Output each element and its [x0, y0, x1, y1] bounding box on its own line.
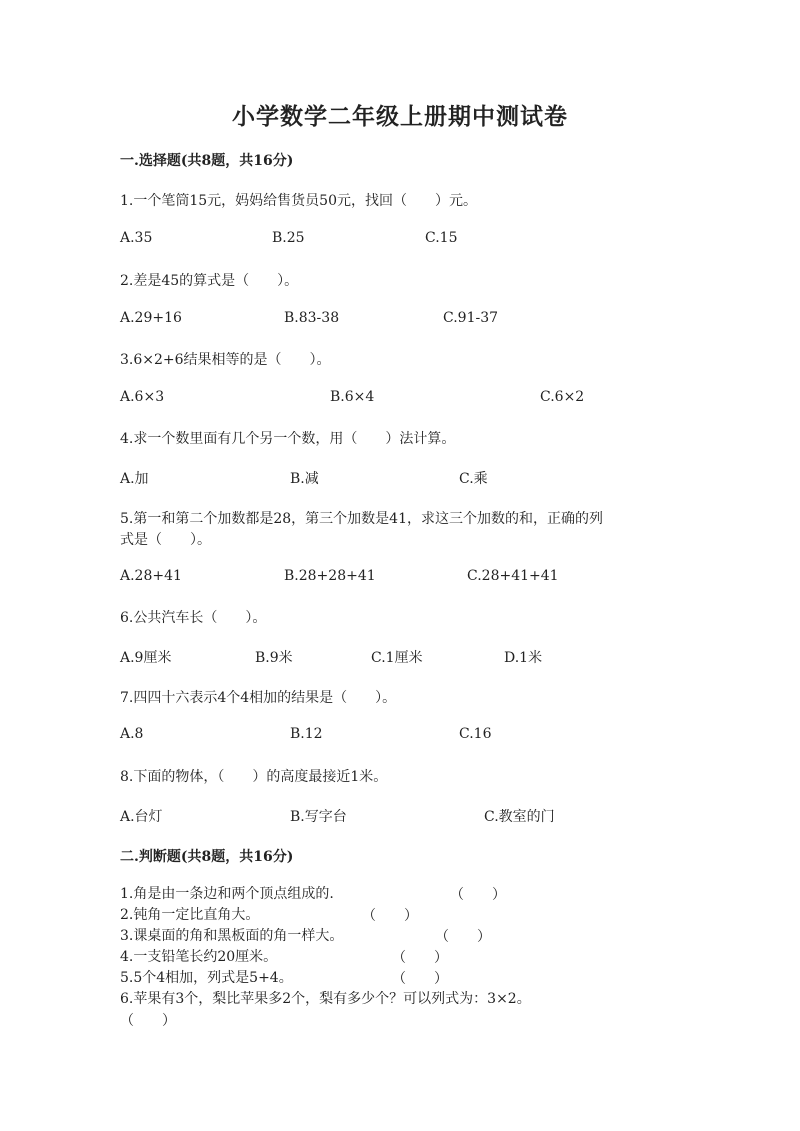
judgment-1-text: 1.角是由一条边和两个顶点组成的.: [120, 886, 334, 902]
question-5-stem-line2: 式是（ ）。: [120, 532, 211, 548]
judgment-5-answer-paren: （ ）: [392, 971, 448, 987]
question-2-option-b: B.83-38: [284, 310, 340, 326]
question-1-option-b: B.25: [272, 230, 305, 246]
question-1-stem: 1.一个笔筒15元，妈妈给售货员50元，找回（ ）元。: [120, 193, 477, 209]
question-4-option-a: A.加: [120, 471, 149, 487]
question-6-stem: 6.公共汽车长（ ）。: [120, 610, 267, 626]
question-7-option-c: C.16: [459, 726, 492, 742]
judgment-3-text: 3.课桌面的角和黑板面的角一样大。: [120, 928, 344, 944]
question-5-stem-line1: 5.第一和第二个加数都是28，第三个加数是41，求这三个加数的和，正确的列: [120, 511, 603, 527]
question-6-option-a: A.9厘米: [120, 650, 172, 666]
question-4-option-b: B.减: [290, 471, 319, 487]
question-8-option-c: C.教室的门: [484, 809, 555, 825]
question-5-option-b: B.28+28+41: [284, 568, 376, 584]
question-3-stem: 3.6×2+6结果相等的是（ ）。: [120, 352, 331, 368]
judgment-6-answer-paren: （ ）: [120, 1013, 176, 1029]
question-6-option-b: B.9米: [255, 650, 293, 666]
section-heading-judgment: 二.判断题(共8题，共16分): [120, 849, 294, 865]
question-1-option-a: A.35: [120, 230, 153, 246]
page-title: 小学数学二年级上册期中测试卷: [232, 103, 568, 130]
judgment-5-text: 5.5个4相加，列式是5+4。: [120, 970, 293, 986]
judgment-3-answer-paren: （ ）: [435, 929, 491, 945]
judgment-2-answer-paren: （ ）: [362, 908, 418, 924]
question-2-option-c: C.91-37: [443, 310, 499, 326]
question-7-option-b: B.12: [290, 726, 323, 742]
question-1-option-c: C.15: [425, 230, 458, 246]
question-4-stem: 4.求一个数里面有几个另一个数，用（ ）法计算。: [120, 431, 456, 447]
question-3-option-b: B.6×4: [330, 389, 375, 405]
question-7-stem: 7.四四十六表示4个4相加的结果是（ ）。: [120, 690, 397, 706]
judgment-1-answer-paren: （ ）: [450, 887, 506, 903]
question-5-option-c: C.28+41+41: [467, 568, 559, 584]
judgment-2-text: 2.钝角一定比直角大。: [120, 907, 260, 923]
question-8-stem: 8.下面的物体，（ ）的高度最接近1米。: [120, 769, 388, 785]
judgment-4-answer-paren: （ ）: [392, 950, 448, 966]
judgment-4-text: 4.一支铅笔长约20厘米。: [120, 949, 278, 965]
question-3-option-a: A.6×3: [120, 389, 165, 405]
question-4-option-c: C.乘: [459, 471, 488, 487]
judgment-6-text: 6.苹果有3个，梨比苹果多2个，梨有多少个？可以列式为：3×2。: [120, 991, 531, 1007]
question-3-option-c: C.6×2: [540, 389, 585, 405]
question-6-option-c: C.1厘米: [371, 650, 423, 666]
question-2-stem: 2.差是45的算式是（ ）。: [120, 273, 299, 289]
question-8-option-b: B.写字台: [290, 809, 347, 825]
question-8-option-a: A.台灯: [120, 809, 163, 825]
question-5-option-a: A.28+41: [120, 568, 182, 584]
question-7-option-a: A.8: [120, 726, 144, 742]
question-2-option-a: A.29+16: [120, 310, 182, 326]
section-heading-choice: 一.选择题(共8题，共16分): [120, 153, 294, 169]
question-6-option-d: D.1米: [504, 650, 543, 666]
